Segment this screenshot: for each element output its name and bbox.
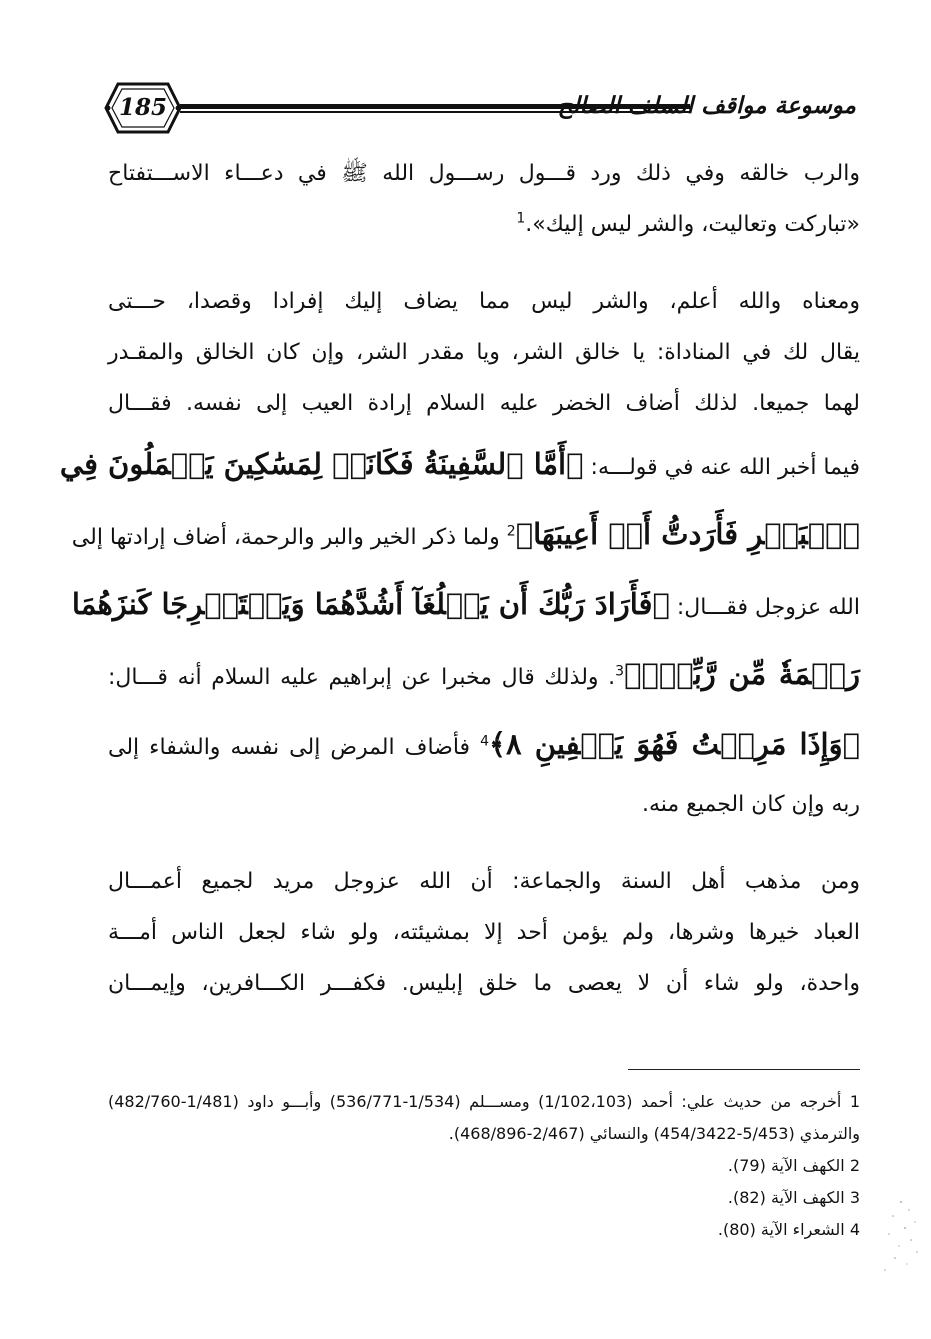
quran-verse-kahf-82: ﴿فَأَرَادَ رَبُّكَ أَن يَبۡلُغَآ أَشُدَّهُمَا وَيَسۡتَخۡرِجَا كَنزَهُمَا [71,587,670,621]
line-text: . ولذلك قال مخبرا عن إبراهيم عليه السلام أنه قـــال: [108,665,616,690]
page-number: 185 [118,94,167,121]
line-text: فأضاف المرض إلى نفسه والشفاء إلى [108,735,471,760]
footnote-1-line-2: والترمذي (5/453-454/3422) والنسائي (2/467-468/896). [448,1124,860,1143]
paragraph-2-line-6 [71,569,860,639]
running-title: موسوعة مواقف السلف الصالح [557,92,856,119]
paragraph-2-line-3: لهما جميعا. لذلك أضاف الخضر عليه السلام إرادة العيب إلى نفسه. فقـــال [108,391,860,416]
footnote-2: 2 الكهف الآية (79). [727,1156,860,1175]
footnote-ref-1[interactable]: 1 [516,210,526,227]
line-text: الله عزوجل فقـــال: [676,595,860,620]
paragraph-2-line-4 [59,429,860,499]
quran-verse-kahf-79-end: ٱلۡبَحۡرِ فَأَرَدتُّ أَنۡ أَعِيبَهَا﴾ [515,517,860,551]
line-text: فيما أخبر الله عنه في قولـــه: [590,455,860,480]
scan-speckle-icon [871,1192,927,1282]
quran-verse-shuara-80: ﴿وَإِذَا مَرِضۡتُ فَهُوَ يَشۡفِينِ ٨﴾ [489,727,860,761]
hadith-quote: «تباركت وتعاليت، والشر ليس إليك». [525,212,860,237]
paragraph-2-line-2: يقال لك في المناداة: يا خالق الشر، ويا مقدر الشر، وإن كان الخالق والمقـدر [108,340,860,365]
paragraph-3-line-2: العباد خيرها وشرها، ولم يؤمن أحد إلا بمشيئته، ولو شاء لجعل الناس أمـــة [108,920,860,945]
footnote-ref-3[interactable]: 3 [615,663,625,680]
paragraph-gap [108,830,860,856]
paragraph-2-line-9: ربه وإن كان الجميع منه. [641,792,860,817]
line-text: ولما ذكر الخير والبر والرحمة، أضاف إرادتها إلى [71,525,500,550]
page-header [104,82,856,134]
footnote-4: 4 الشعراء الآية (80). [717,1220,860,1239]
quran-verse-kahf-82-end: رَحۡمَةٗ مِّن رَّبِّكَۚ﴾ [624,657,860,691]
footnotes [108,1086,860,1246]
paragraph-1-line-1: والرب خالقه وفي ذلك ورد قـــول رســـول الله ﷺ في دعـــاء الاســـتفتاح [108,161,860,186]
paragraph-3-line-3: واحدة، ولو شاء أن لا يعصى ما خلق إبليس. فكفـــر الكـــافرين، وإيمـــان [108,971,860,996]
paragraph-1-line-2 [108,199,860,250]
footnote-3: 3 الكهف الآية (82). [727,1188,860,1207]
quran-verse-kahf-79: ﴿أَمَّا ٱلسَّفِينَةُ فَكَانَتۡ لِمَسَٰكِينَ يَعۡمَلُونَ فِي [59,447,584,481]
paragraph-3-line-1: ومن مذهب أهل السنة والجماعة: أن الله عزوجل مريد لجميع أعمـــال [108,869,860,894]
footnote-ref-2[interactable]: 2 [506,523,516,540]
footnote-1-line-1: 1 أخرجه من حديث علي: أحمد (1/102،103) ومســـلم (1/534-536/771) وأبـــو داود (1/481-482/760) [108,1092,861,1111]
paragraph-2-line-5 [71,499,860,569]
paragraph-gap [108,250,860,276]
paragraph-2-line-1: ومعناه والله أعلم، والشر ليس مما يضاف إليك إفرادا وقصدا، حـــتى [108,289,860,314]
main-text [59,148,860,1009]
paragraph-2-line-7 [108,639,860,709]
paragraph-2-line-8 [108,709,860,779]
footnote-ref-4[interactable]: 4 [480,733,490,750]
footnote-separator [628,1069,860,1070]
page-number-badge [104,82,182,134]
